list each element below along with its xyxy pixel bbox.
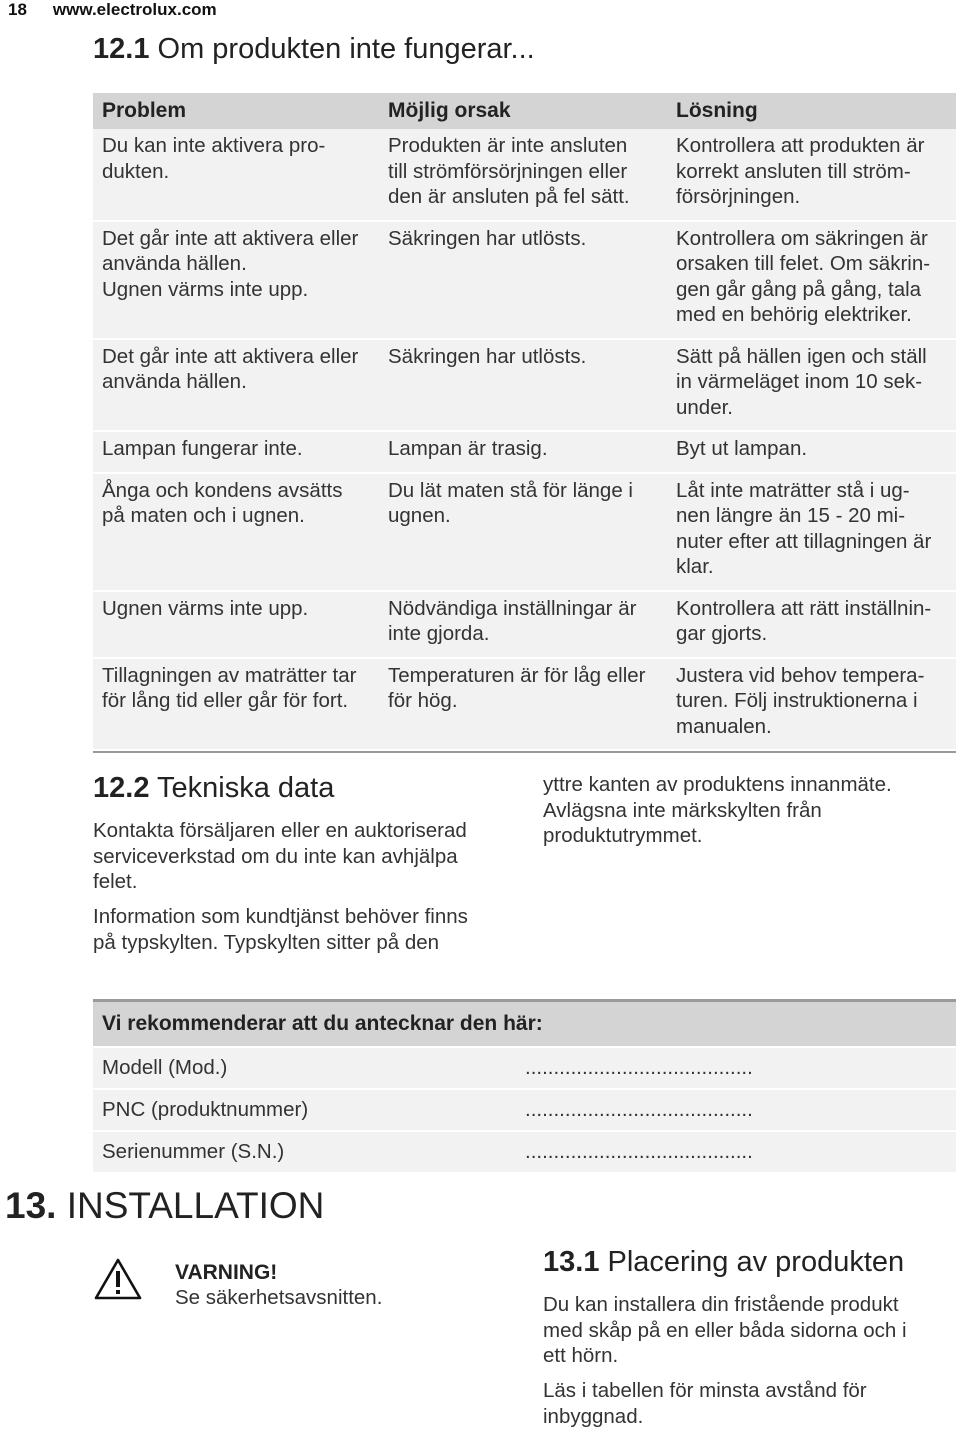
table-row: [93, 432, 956, 474]
cause-cell: Produkten är inte ansluten till strömförsörjningen eller den är ansluten på fel sätt.: [388, 134, 630, 208]
record-row-model: [93, 1046, 956, 1088]
problem-cell: Du kan inte aktivera pro- dukten.: [102, 134, 326, 183]
table-bottom-rule: [93, 751, 956, 753]
column-header-problem: Problem: [102, 99, 187, 122]
cause-cell: Säkringen har utlösts.: [388, 344, 587, 368]
record-value-field: ........................................: [525, 1140, 753, 1163]
paragraph-contact: Kontakta försäljaren eller en auktoriserad serviceverkstad om du inte kan avhjälpa felet.: [93, 819, 467, 893]
table-row: [93, 340, 956, 433]
section-number: 12.2: [93, 772, 150, 804]
cause-cell: Nödvändiga inställningar är inte gjorda.: [388, 596, 637, 645]
warning-title: VARNING!: [175, 1261, 278, 1284]
record-label: Modell (Mod.): [102, 1056, 228, 1079]
table-row: [93, 659, 956, 752]
section-title: Om produkten inte fungerar...: [157, 33, 535, 65]
table-body: [93, 129, 956, 751]
solution-cell: Kontrollera att produkten är korrekt ansluten till ström- försörjningen.: [676, 134, 925, 208]
table-row: [93, 129, 956, 222]
cause-cell: Temperaturen är för låg eller för hög.: [388, 663, 646, 712]
table-header-row: [93, 93, 956, 129]
record-row-serial: [93, 1130, 956, 1172]
paragraph-information: Information som kundtjänst behöver finns på typskylten. Typskylten sitter på den: [93, 905, 468, 954]
record-label: PNC (produktnummer): [102, 1098, 309, 1121]
table-row: [93, 222, 956, 340]
section-title: Placering av produkten: [607, 1246, 905, 1278]
table-row: [93, 474, 956, 592]
record-row-pnc: [93, 1088, 956, 1130]
paragraph-table-reference: Läs i tabellen för minsta avstånd för inbyggnad.: [543, 1379, 867, 1428]
table-row: [93, 592, 956, 659]
warning-triangle-icon: [93, 1257, 143, 1301]
record-value-field: ........................................: [525, 1056, 753, 1079]
section-title: Tekniska data: [157, 772, 335, 804]
warning-text: Se säkerhetsavsnitten.: [175, 1286, 383, 1309]
problem-cell: Lampan fungerar inte.: [102, 437, 303, 460]
section-heading-12-2: [93, 772, 334, 805]
page-number: 18: [8, 0, 27, 19]
paragraph-rating-plate: yttre kanten av produktens innanmäte. Avlägsna inte märkskylten från produktutrymmet.: [543, 773, 892, 847]
problem-cell: Ugnen värms inte upp.: [102, 596, 309, 620]
cause-cell: Lampan är trasig.: [388, 437, 548, 460]
page-header: [8, 0, 217, 20]
record-table-heading: Vi rekommenderar att du antecknar den här:: [93, 1002, 956, 1046]
solution-cell: Justera vid behov tempera- turen. Följ instruktionerna i manualen.: [676, 663, 925, 738]
section-heading-13-1: [543, 1246, 904, 1279]
section-heading-12-1: [93, 33, 535, 66]
column-header-cause: Möjlig orsak: [388, 99, 511, 122]
solution-cell: Låt inte maträtter stå i ug- nen längre än 15 - 20 mi- nuter efter att tillagningen är klar.: [676, 478, 932, 578]
chapter-number: 13.: [5, 1185, 57, 1226]
section-number: 12.1: [93, 33, 150, 65]
cause-cell: Du lät maten stå för länge i ugnen.: [388, 478, 633, 527]
section-number: 13.1: [543, 1246, 600, 1278]
solution-cell: Sätt på hällen igen och ställ in värmeläget inom 10 sek- under.: [676, 344, 927, 419]
paragraph-placement: Du kan installera din fristående produkt med skåp på en eller båda sidorna och i ett hörn.: [543, 1293, 907, 1367]
problem-cell: Tillagningen av maträtter tar för lång tid eller går för fort.: [102, 663, 357, 712]
chapter-heading-installation: [5, 1185, 324, 1227]
record-table: [93, 999, 956, 1172]
solution-cell: Kontrollera att rätt inställnin- gar gjorts.: [676, 596, 932, 645]
record-label: Serienummer (S.N.): [102, 1140, 285, 1163]
troubleshooting-table: [93, 93, 956, 753]
column-header-solution: Lösning: [676, 99, 758, 122]
solution-cell: Kontrollera om säkringen är orsaken till felet. Om säkrin- gen går gång på gång, tala med en behörig elektriker.: [676, 226, 931, 326]
problem-cell: Ånga och kondens avsätts på maten och i ugnen.: [102, 478, 343, 527]
solution-cell: Byt ut lampan.: [676, 437, 808, 460]
record-value-field: ........................................: [525, 1098, 753, 1121]
problem-cell: Det går inte att aktivera eller använda hällen. Ugnen värms inte upp.: [102, 226, 359, 301]
cause-cell: Säkringen har utlösts.: [388, 226, 587, 250]
header-url: www.electrolux.com: [52, 0, 217, 19]
chapter-title: INSTALLATION: [66, 1185, 325, 1226]
problem-cell: Det går inte att aktivera eller använda hällen.: [102, 344, 359, 393]
